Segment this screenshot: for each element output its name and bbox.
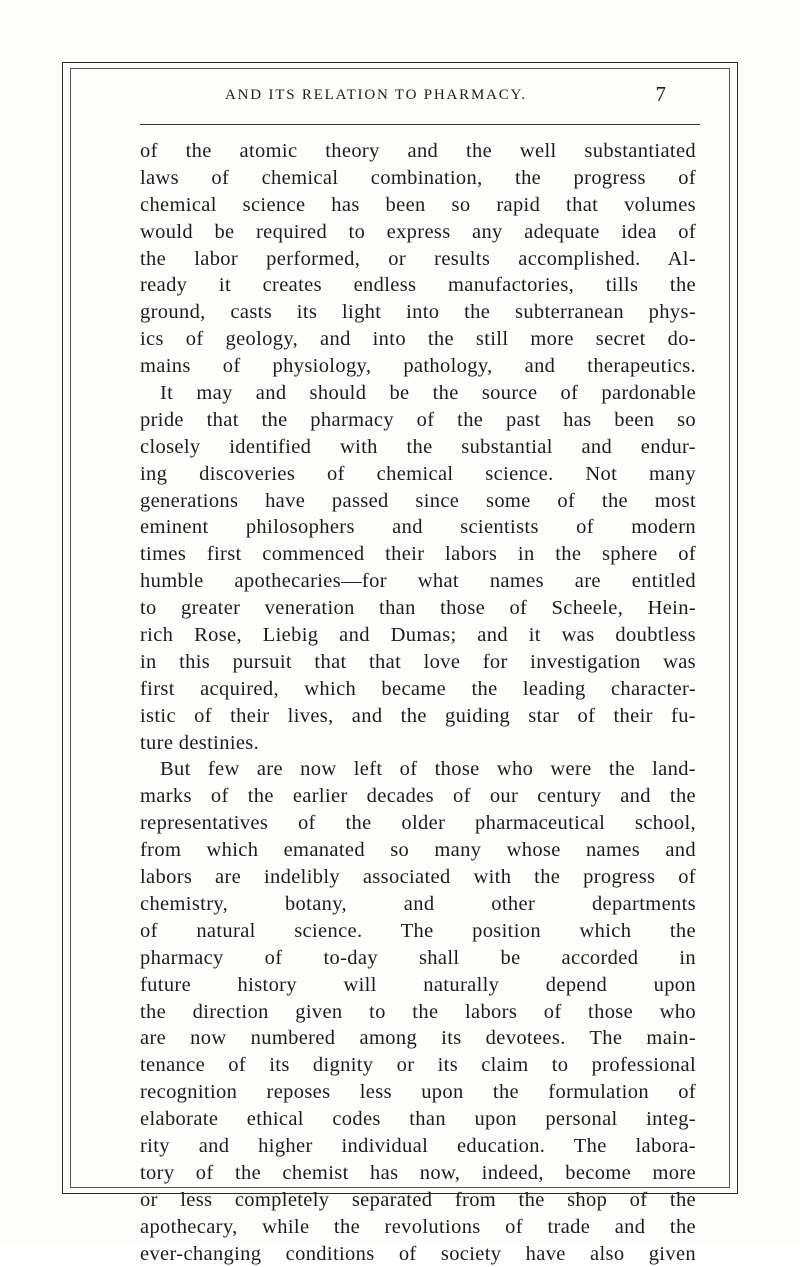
text-line: rity and higher individual education. The labora-: [140, 1134, 696, 1157]
text-line: the direction given to the labors of those who: [140, 1000, 696, 1023]
text-line: elaborate ethical codes than upon personal integ-: [140, 1108, 696, 1131]
text-line: chemical science has been so rapid that volumes: [140, 193, 696, 216]
text-line: recognition reposes less upon the formulation of: [140, 1081, 696, 1104]
text-line: It may and should be the source of pardonable: [160, 382, 696, 405]
text-line: istic of their lives, and the guiding star of their fu-: [140, 704, 696, 727]
page-header: [105, 82, 666, 110]
text-line: rich Rose, Liebig and Dumas; and it was doubtless: [140, 624, 696, 647]
text-line: labors are indelibly associated with the progress of: [140, 866, 696, 889]
text-line: chemistry, botany, and other departments: [140, 892, 696, 915]
text-line: from which emanated so many whose names and: [140, 839, 696, 862]
text-line: eminent philosophers and scientists of modern: [140, 516, 696, 539]
text-line: times first commenced their labors in the sphere of: [140, 543, 696, 566]
text-line: ture destinies.: [140, 731, 260, 754]
text-line: ics of geology, and into the still more secret do-: [140, 328, 696, 351]
header-rule: [140, 124, 700, 125]
text-line: But few are now left of those who were the land-: [160, 758, 696, 781]
page-number: 7: [655, 82, 666, 106]
text-line: ing discoveries of chemical science. Not many: [140, 462, 696, 485]
text-line: pharmacy of to-day shall be accorded in: [140, 946, 696, 969]
text-line: pride that the pharmacy of the past has been so: [140, 408, 696, 431]
text-line: of the atomic theory and the well substantiated: [140, 140, 696, 162]
text-line: the labor performed, or results accomplished. Al-: [140, 247, 696, 270]
text-line: first acquired, which became the leading character-: [140, 677, 696, 700]
text-line: are now numbered among its devotees. The main-: [140, 1027, 696, 1050]
text-line: representatives of the older pharmaceutical school,: [140, 812, 696, 835]
text-line: humble apothecaries—for what names are entitled: [140, 570, 696, 593]
text-line: laws of chemical combination, the progress of: [140, 166, 696, 189]
text-line: closely identified with the substantial and endur-: [140, 435, 696, 458]
running-head: AND ITS RELATION TO PHARMACY.: [225, 87, 527, 103]
text-line: mains of physiology, pathology, and therapeutics.: [140, 355, 696, 378]
body-text: [140, 138, 696, 1267]
text-line: or less completely separated from the shop of the: [140, 1188, 696, 1211]
text-line: tory of the chemist has now, indeed, become more: [140, 1161, 696, 1184]
text-line: ready it creates endless manufactories, tills the: [140, 274, 696, 297]
text-line: in this pursuit that that love for investigation was: [140, 650, 696, 673]
text-line: future history will naturally depend upon: [140, 973, 696, 996]
text-line: to greater veneration than those of Scheele, Hein-: [140, 597, 696, 620]
text-line: marks of the earlier decades of our century and the: [140, 785, 696, 808]
text-line: ever-changing conditions of society have also given: [140, 1242, 696, 1265]
text-line: would be required to express any adequate idea of: [140, 220, 696, 243]
text-line: generations have passed since some of the most: [140, 489, 696, 512]
text-line: tenance of its dignity or its claim to professional: [140, 1054, 696, 1077]
text-line: apothecary, while the revolutions of trade and the: [140, 1215, 696, 1238]
text-line: ground, casts its light into the subterranean phys-: [140, 301, 696, 324]
text-line: of natural science. The position which the: [140, 919, 696, 942]
